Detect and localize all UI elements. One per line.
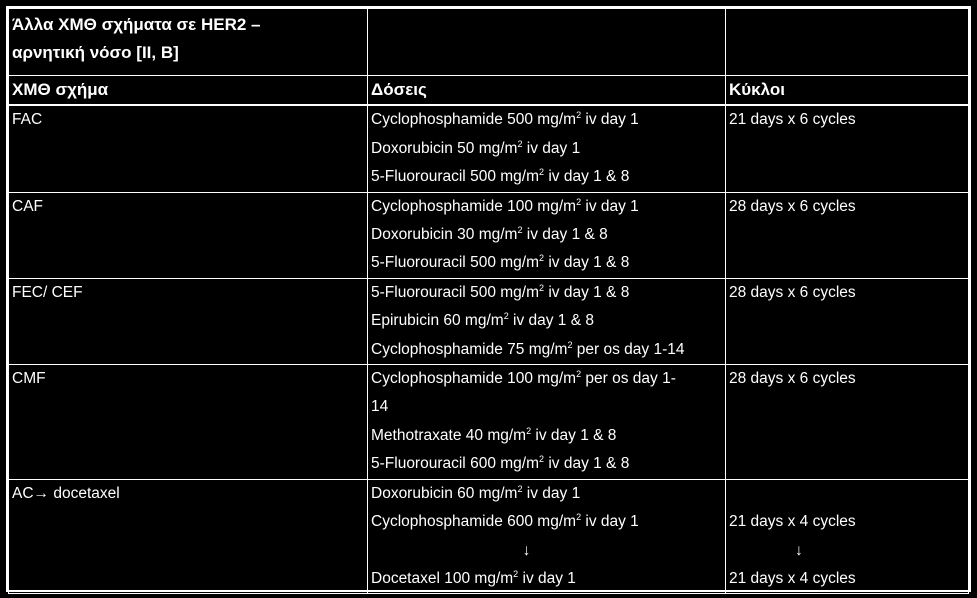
doses-cell	[368, 278, 726, 364]
table-title-line-2: αρνητική νόσο [ΙΙ, Β]	[12, 43, 179, 63]
doses-cell	[368, 192, 726, 278]
header-regimen: ΧΜΘ σχήμα	[9, 76, 368, 106]
dose-line: Cyclophosphamide 100 $mg/m^2$ iv day 1	[371, 196, 639, 215]
dose-line: Docetaxel 100 $mg/m^2$ iv day 1	[371, 568, 576, 587]
title-empty-cell-2	[368, 9, 726, 76]
down-arrow-icon: ↓	[795, 541, 803, 559]
dose-line: 5-Fluorouracil 500 $mg/m^2$ iv day 1 & 8	[371, 167, 630, 186]
cycles-cell: 28 days x 6 cycles	[726, 192, 969, 278]
cycles-line-2: 21 days x 4 cycles	[729, 569, 856, 587]
table-title-line-1: Άλλα ΧΜΘ σχήματα σε HER2 –	[12, 15, 261, 34]
dose-line: Methotraxate 40 $mg/m^2$ iv day 1 & 8	[371, 425, 617, 444]
dose-line: 5-Fluorouracil 500 $mg/m^2$ iv day 1 & 8	[371, 253, 630, 272]
regimen-table	[8, 8, 969, 594]
regimen-cell: FAC	[9, 105, 368, 192]
regimen-cell: FEC/ CEF	[9, 278, 368, 364]
dose-line: Epirubicin 60 $mg/m^2$ iv day 1 & 8	[371, 311, 594, 330]
header-row	[9, 76, 969, 106]
dose-line: Doxorubicin 30 $mg/m^2$ iv day 1 & 8	[371, 224, 608, 244]
dose-line: 14	[371, 398, 389, 416]
cycles-cell	[726, 479, 969, 594]
doses-cell	[368, 365, 726, 480]
doses-cell	[368, 479, 726, 594]
table-title-cell	[9, 9, 368, 76]
dose-line: Cyclophosphamide 600 $mg/m^2$ iv day 1	[371, 511, 639, 531]
dose-line: Doxorubicin 50 $mg/m^2$ iv day 1	[371, 138, 581, 157]
header-doses: Δόσεις	[368, 76, 726, 106]
table-row	[9, 278, 969, 364]
dose-line: Cyclophosphamide 500 $mg/m^2$ iv day 1	[371, 110, 639, 129]
regimen-table-frame	[6, 6, 971, 592]
dose-line: Doxorubicin 60 $mg/m^2$ iv day 1	[371, 483, 581, 502]
cycles-cell: 21 days x 6 cycles	[726, 105, 969, 192]
cycles-line-1: 21 days x 4 cycles	[729, 513, 856, 531]
table-row	[9, 105, 969, 192]
table-row	[9, 192, 969, 278]
dose-line: 5-Fluorouracil 600 $mg/m^2$ iv day 1 & 8	[371, 454, 630, 473]
doses-cell	[368, 105, 726, 192]
title-row	[9, 9, 969, 76]
table-row-ac-docetaxel	[9, 479, 969, 594]
table-row	[9, 365, 969, 480]
dose-line: Cyclophosphamide 75 $mg/m^2$ per os day 1-14	[371, 339, 685, 358]
header-cycles: Κύκλοι	[726, 76, 969, 106]
cycles-cell: 28 days x 6 cycles	[726, 278, 969, 364]
regimen-cell: AC→ docetaxel	[9, 479, 368, 594]
title-empty-cell-3	[726, 9, 969, 76]
dose-line: 5-Fluorouracil 500 $mg/m^2$ iv day 1 & 8	[371, 282, 630, 301]
regimen-cell: CMF	[9, 365, 368, 480]
cycles-cell: 28 days x 6 cycles	[726, 365, 969, 480]
down-arrow-icon: ↓	[522, 541, 531, 559]
dose-line: Cyclophosphamide 100 $mg/m^2$ per os day 1-	[371, 368, 676, 388]
regimen-cell: CAF	[9, 192, 368, 278]
